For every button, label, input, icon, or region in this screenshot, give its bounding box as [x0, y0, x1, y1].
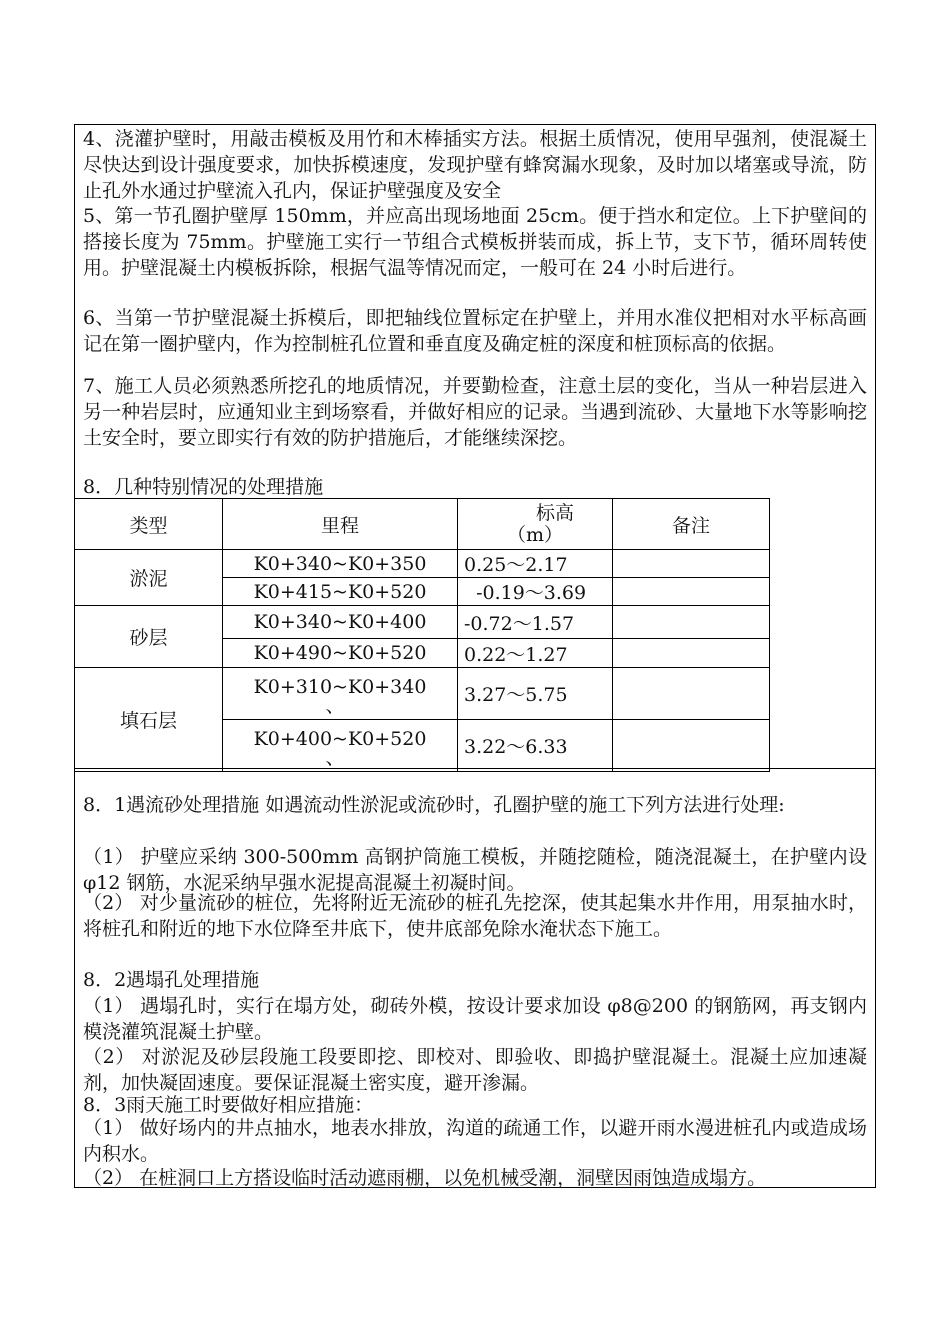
paragraph-8-1-item-1: （1） 护壁应采纳 300-500mm 高钢护筒施工模板，并随挖随检，随浇混凝土，在护壁内设 φ12 钢筋，水泥采纳早强水泥提高混凝土初凝时间。 — [83, 846, 867, 894]
paragraph-8-3: 8．3雨天施工时要做好相应措施： — [83, 1094, 374, 1116]
cell-note — [613, 639, 770, 668]
cell-type: 砂层 — [75, 606, 223, 668]
cell-note — [613, 668, 770, 720]
table-header-row — [75, 499, 770, 550]
cell-mileage: K0+340~K0+350 — [223, 550, 458, 578]
cell-elevation: -0.72～1.57 — [458, 606, 613, 639]
paragraph-8-3-item-1: （1） 做好场内的井点抽水，地表水排放，沟道的疏通工作，以避开雨水漫进桩孔内或造成场内积水。 — [83, 1117, 867, 1165]
header-elevation — [458, 499, 613, 550]
paragraph-8-1: 8．1遇流砂处理措施 如遇流动性淤泥或流砂时，孔圈护壁的施工下列方法进行处理: — [83, 794, 785, 816]
paragraph-8-1-item-2: （2） 对少量流砂的桩位，先将附近无流砂的桩孔先挖深，使其起集水井作用，用泵抽水时，将桩孔和附近的地下水位降至井底下，使井底部免除水淹状态下施工。 — [83, 892, 867, 940]
section-divider — [74, 768, 876, 769]
cell-mileage: K0+490~K0+520 — [223, 639, 458, 668]
header-note: 备注 — [613, 499, 770, 550]
cell-note — [613, 550, 770, 578]
cell-mileage-group — [223, 720, 458, 772]
cell-elevation: 0.22～1.27 — [458, 639, 613, 668]
cell-mileage: K0+310~K0+340 — [253, 675, 427, 698]
cell-note — [613, 606, 770, 639]
cell-mileage: K0+415~K0+520 — [223, 578, 458, 606]
cell-type: 淤泥 — [75, 550, 223, 606]
table-row — [75, 550, 770, 578]
paragraph-item-6: 6、当第一节护壁混凝土拆模后，即把轴线位置标定在护壁上，并用水准仪把相对水平标高画记在第一圈护壁内，作为控制桩孔位置和垂直度及确定桩的深度和桩顶标高的依据。 — [83, 307, 867, 355]
section-8-title: 8．几种特别情况的处理措施 — [83, 476, 324, 498]
cell-mileage-group — [223, 668, 458, 720]
cell-mileage-mark: 、 — [325, 694, 345, 717]
cell-note — [613, 720, 770, 772]
table-row — [75, 606, 770, 639]
header-elevation-label: 标高 — [535, 502, 574, 524]
table-row — [75, 668, 770, 720]
paragraph-8-2-item-2: （2） 对淤泥及砂层段施工段要即挖、即校对、即验收、即捣护壁混凝土。混凝土应加速凝剂，加快凝固速度。要保证混凝土密实度，避开渗漏。 — [83, 1046, 867, 1094]
paragraph-item-7: 7、施工人员必须熟悉所挖孔的地质情况，并要勤检查，注意土层的变化，当从一种岩层进入另一种岩层时，应通知业主到场察看，并做好相应的记录。当遇到流砂、大量地下水等影响挖土安全时，要立即实行有效的防护措施后，才能继续深挖。 — [83, 375, 867, 449]
header-type: 类型 — [75, 499, 223, 550]
cell-elevation: 3.22～6.33 — [458, 720, 613, 772]
cell-mileage: K0+400~K0+520 — [253, 727, 427, 750]
cell-elevation: -0.19～3.69 — [458, 578, 613, 606]
header-elevation-unit: （m） — [506, 524, 564, 546]
cell-note — [613, 578, 770, 606]
cell-mileage-mark: 、 — [325, 746, 345, 769]
paragraph-8-2: 8．2遇塌孔处理措施 — [83, 969, 260, 991]
paragraph-8-3-item-2: （2） 在桩洞口上方搭设临时活动遮雨棚，以免机械受潮，洞壁因雨蚀造成塌方。 — [83, 1167, 767, 1189]
paragraph-item-5: 5、第一节孔圈护壁厚 150mm，并应高出现场地面 25cm。便于挡水和定位。上下护壁间的搭接长度为 75mm。护壁施工实行一节组合式模板拼装而成，拆上节，支下节，循环周转使用。护壁混凝土内模板拆除，根据气温等情况而定，一般可在 24 小时后进行。 — [83, 205, 867, 279]
paragraph-8-2-item-1: （1） 遇塌孔时，实行在塌方处，砌砖外模，按设计要求加设 φ8@200 的钢筋网，再支钢内模浇灌筑混凝土护壁。 — [83, 995, 867, 1043]
paragraph-item-4: 4、浇灌护壁时，用敲击模板及用竹和木棒插实方法。根据土质情况，使用早强剂，使混凝土尽快达到设计强度要求，加快拆模速度，发现护壁有蜂窝漏水现象，及时加以堵塞或导流，防止孔外水通过护壁流入孔内，保证护壁强度及安全 — [83, 128, 867, 202]
cell-elevation: 0.25～2.17 — [458, 550, 613, 578]
cell-elevation: 3.27～5.75 — [458, 668, 613, 720]
header-mileage: 里程 — [223, 499, 458, 550]
cell-mileage: K0+340~K0+400 — [223, 606, 458, 639]
special-situations-table — [74, 498, 770, 772]
cell-type: 填石层 — [75, 668, 223, 772]
